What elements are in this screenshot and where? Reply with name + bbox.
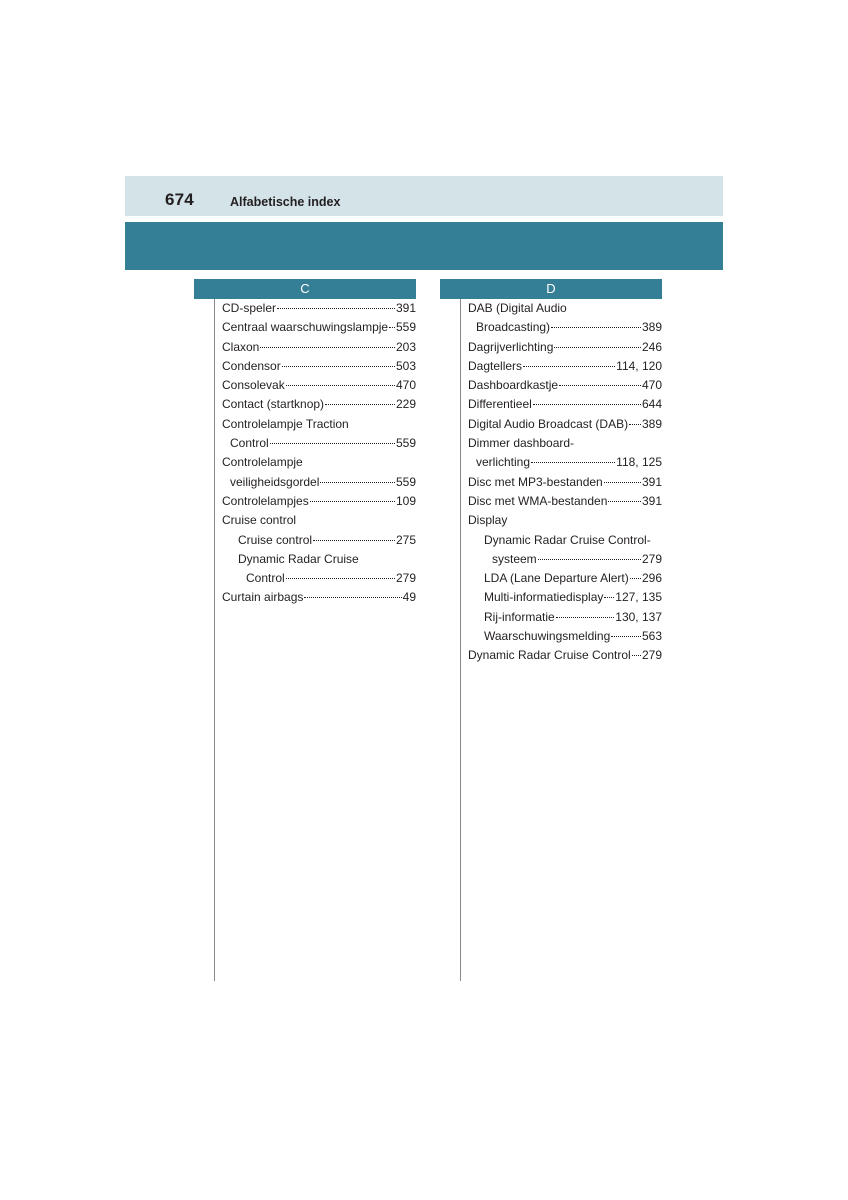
index-entry (468, 646, 662, 665)
dot-leader (611, 635, 641, 637)
index-term: Rij-informatie (484, 609, 555, 624)
index-entry (468, 608, 662, 627)
index-term: Control (230, 436, 269, 451)
index-page-ref: 644 (641, 397, 662, 412)
dot-leader (551, 326, 641, 328)
index-term: CD-speler (222, 301, 277, 315)
index-entry (222, 357, 416, 376)
dot-leader (604, 596, 614, 598)
index-page-ref: 275 (395, 532, 416, 547)
index-entry (222, 376, 416, 395)
index-term: Control (246, 571, 285, 586)
index-page-ref: 118, 125 (616, 455, 662, 470)
dot-leader (277, 307, 395, 309)
index-entry (468, 395, 662, 414)
index-term: Condensor (222, 358, 281, 373)
index-page-ref: 127, 135 (615, 590, 662, 605)
dot-leader (630, 577, 641, 579)
index-page-ref: 114, 120 (616, 358, 662, 373)
index-page-ref: 203 (395, 339, 416, 354)
letter-heading-d: D (440, 279, 662, 299)
index-term: Disc met MP3-bestanden (468, 474, 603, 489)
dot-leader (629, 423, 641, 425)
index-page-ref: 279 (641, 551, 662, 566)
index-term: Controlelampje (222, 455, 303, 470)
index-term: Broadcasting) (476, 320, 551, 335)
index-page-ref: 470 (641, 378, 662, 393)
index-term: Digital Audio Broadcast (DAB) (468, 416, 629, 431)
index-term: Controlelampjes (222, 493, 309, 508)
index-entry (468, 550, 662, 569)
index-page-ref: 296 (641, 571, 662, 586)
dot-leader (533, 403, 641, 405)
dot-leader (304, 596, 401, 598)
index-entry (468, 299, 662, 318)
index-entry (222, 569, 416, 588)
dot-leader (389, 326, 395, 328)
index-term: Cruise control (222, 513, 297, 528)
index-page-ref: 563 (641, 629, 662, 644)
index-term: veiligheidsgordel (230, 474, 320, 489)
index-entry (468, 627, 662, 646)
dot-leader (608, 500, 641, 502)
index-entry (222, 318, 416, 337)
letter-heading-c: C (194, 279, 416, 299)
index-term: Consolevak (222, 378, 285, 393)
index-entry (468, 318, 662, 337)
index-term: Dynamic Radar Cruise Control (468, 648, 631, 663)
index-page-ref: 389 (641, 320, 662, 335)
column-divider (460, 299, 461, 981)
index-term: Dashboardkastje (468, 378, 559, 393)
dot-leader (604, 481, 641, 483)
index-term: Contact (startknop) (222, 397, 325, 412)
index-term: Dimmer dashboard- (468, 436, 575, 451)
index-entry (468, 492, 662, 511)
index-entry (468, 511, 662, 530)
index-term: Controlelampje Traction (222, 416, 349, 431)
section-title: Alfabetische index (230, 195, 341, 209)
dot-leader (260, 346, 395, 348)
dot-leader (632, 654, 641, 656)
index-page-ref: 503 (395, 358, 416, 373)
index-entry (222, 299, 416, 318)
dot-leader (538, 558, 641, 560)
dot-leader (554, 346, 641, 348)
index-entry (468, 415, 662, 434)
dot-leader (313, 539, 395, 541)
index-term: DAB (Digital Audio (468, 301, 567, 315)
index-page-ref: 559 (395, 320, 416, 335)
index-entry (468, 376, 662, 395)
index-term: Curtain airbags (222, 590, 304, 605)
index-entry (468, 338, 662, 357)
header-accent-bar (125, 222, 723, 270)
index-term: Display (468, 513, 508, 528)
index-entry (222, 531, 416, 550)
index-term: Dynamic Radar Cruise Control- (484, 532, 651, 547)
dot-leader (523, 365, 615, 367)
index-entry (468, 473, 662, 492)
dot-leader (559, 384, 641, 386)
dot-leader (556, 616, 615, 618)
dot-leader (531, 461, 615, 463)
dot-leader (286, 384, 395, 386)
dot-leader (310, 500, 395, 502)
dot-leader (270, 442, 395, 444)
index-page-ref: 49 (402, 590, 416, 605)
index-entry (222, 453, 416, 472)
index-page-ref: 559 (395, 474, 416, 489)
index-entry (222, 434, 416, 453)
index-entry (468, 453, 662, 472)
index-term: LDA (Lane Departure Alert) (484, 571, 629, 586)
header-band (125, 176, 723, 216)
index-term: Cruise control (238, 532, 313, 547)
index-entry (468, 569, 662, 588)
index-entry (222, 415, 416, 434)
dot-leader (320, 481, 395, 483)
index-entry (468, 531, 662, 550)
index-entry (222, 492, 416, 511)
index-page-ref: 470 (395, 378, 416, 393)
index-term: Disc met WMA-bestanden (468, 493, 608, 508)
dot-leader (282, 365, 395, 367)
index-term: Centraal waarschuwingslampje (222, 320, 389, 335)
index-term: Dynamic Radar Cruise (238, 551, 359, 566)
index-term: Differentieel (468, 397, 532, 412)
dot-leader (325, 403, 395, 405)
index-entry (222, 588, 416, 607)
index-page-ref: 130, 137 (615, 609, 662, 624)
index-term: Dagtellers (468, 358, 523, 373)
index-page-ref: 279 (641, 648, 662, 663)
index-entry (468, 588, 662, 607)
index-page-ref: 391 (641, 493, 662, 508)
dot-leader (286, 577, 395, 579)
index-term: Claxon (222, 339, 260, 354)
index-column-c (222, 299, 416, 608)
column-divider (214, 299, 215, 981)
index-page-ref: 559 (395, 436, 416, 451)
index-entry (222, 511, 416, 530)
index-entry (222, 338, 416, 357)
index-entry (222, 395, 416, 414)
index-entry (222, 473, 416, 492)
index-entry (468, 434, 662, 453)
index-page-ref: 391 (641, 474, 662, 489)
index-term: Waarschuwingsmelding (484, 629, 611, 644)
index-page-ref: 389 (641, 416, 662, 431)
index-page-ref: 109 (395, 493, 416, 508)
index-page-ref: 246 (641, 339, 662, 354)
index-column-d (468, 299, 662, 666)
index-entry (468, 357, 662, 376)
index-term: Multi-informatiedisplay (484, 590, 604, 605)
index-page-ref: 279 (395, 571, 416, 586)
index-entry (222, 550, 416, 569)
index-term: systeem (492, 551, 537, 566)
index-page-ref: 229 (395, 397, 416, 412)
page-number: 674 (165, 190, 194, 209)
index-page-ref: 391 (395, 301, 416, 315)
index-term: Dagrijverlichting (468, 339, 554, 354)
index-term: verlichting (476, 455, 531, 470)
